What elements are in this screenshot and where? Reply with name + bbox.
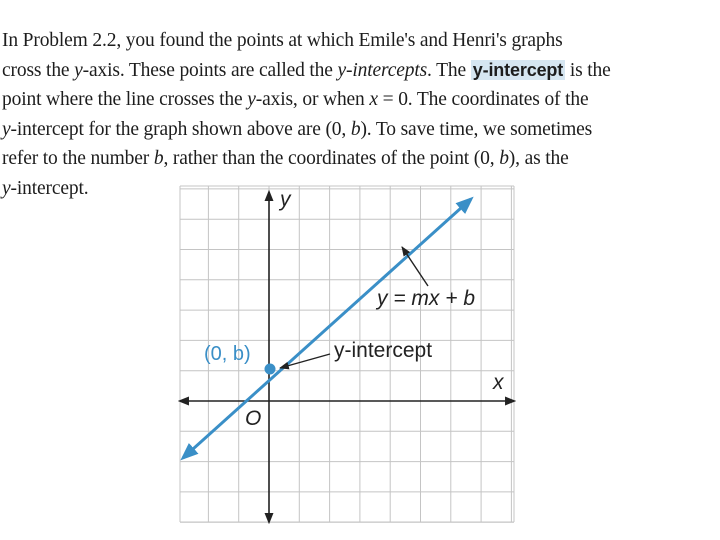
variable-x: x bbox=[369, 89, 378, 111]
highlighted-term-y-intercept: y-intercept bbox=[472, 59, 564, 80]
text: In Problem 2.2, you found the points at which Emile's and Henri's graphs bbox=[2, 30, 563, 51]
y-axis-label: y bbox=[280, 188, 291, 211]
origin-label: O bbox=[245, 407, 262, 430]
line-y-mx-b bbox=[183, 199, 471, 458]
text: -intercept. bbox=[10, 177, 89, 199]
y-intercept-point bbox=[265, 364, 276, 375]
y-intercept-callout: y-intercept bbox=[334, 339, 433, 362]
text: point where the line crosses the bbox=[2, 89, 248, 111]
point-label: (0, b) bbox=[204, 343, 251, 365]
text: ). To save time, we sometimes bbox=[360, 118, 593, 140]
variable-b: b bbox=[153, 148, 164, 170]
intercept-pointer-arrow bbox=[280, 354, 330, 368]
variable-b: b bbox=[499, 148, 509, 170]
equation-label: y = mx + b bbox=[377, 287, 476, 310]
variable-y: y bbox=[74, 59, 83, 81]
text: -intercept for the graph shown above are (0, bbox=[10, 118, 351, 140]
text: -axis, or when bbox=[255, 89, 370, 111]
variable-y: y bbox=[2, 177, 11, 199]
text: . The bbox=[427, 59, 471, 81]
variable-y: y bbox=[247, 89, 256, 111]
term-y-intercepts: y-intercepts bbox=[337, 59, 428, 81]
variable-b: b bbox=[350, 118, 361, 140]
text: is the bbox=[565, 59, 611, 81]
variable-y: y bbox=[2, 118, 11, 140]
text: ), as the bbox=[508, 148, 569, 170]
text: refer to the number bbox=[2, 148, 154, 170]
text: -axis. These points are called the bbox=[82, 59, 338, 81]
text: , rather than the coordinates of the point (0, bbox=[163, 148, 500, 170]
text: cross the bbox=[2, 59, 75, 81]
x-axis-label: x bbox=[493, 371, 504, 394]
text: = 0. The coordinates of the bbox=[377, 89, 589, 111]
